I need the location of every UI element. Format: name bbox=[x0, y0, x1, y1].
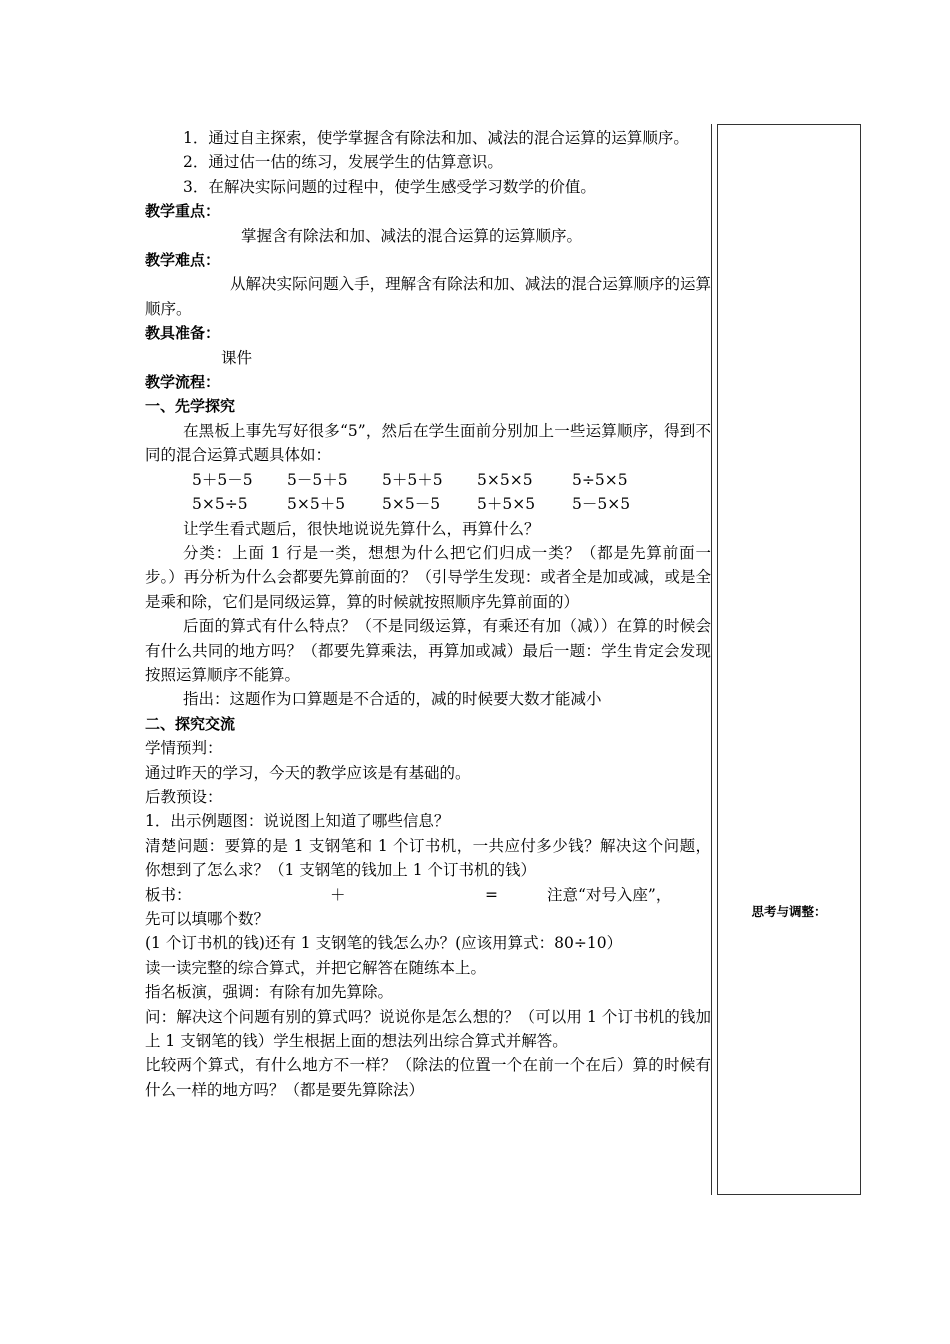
section1-heading: 一、先学探究 bbox=[145, 397, 236, 416]
column-divider bbox=[711, 124, 712, 1195]
expression-row-2 bbox=[145, 492, 711, 516]
key-point-text: 掌握含有除法和加、减法的混合运算的运算顺序。 bbox=[241, 226, 583, 245]
board-demo: 指名板演，强调：有除有加先算除。 bbox=[145, 983, 394, 1002]
board-plus: ＋ bbox=[330, 885, 346, 904]
board-equals: = bbox=[485, 885, 498, 904]
section1-classify: 分类：上面 1 行是一类，想想为什么把它们归成一类？（都是先算前面一步。）再分析为什么会都要先算前面的？（引导学生发现：或者全是加或减，或是全是乘和除，它们是同级运算，算的时候就按照顺序先算前面的） bbox=[145, 543, 711, 611]
section1-question: 让学生看式题后，很快地说说先算什么，再算什么？ bbox=[182, 519, 540, 538]
fill-question: 先可以填哪个数？ bbox=[145, 910, 270, 928]
preset-label: 后教预设： bbox=[145, 787, 223, 806]
stapler-note: (1 个订书机的钱)还有 1 支钢笔的钱怎么办？(应该用算式：80÷10） bbox=[145, 934, 623, 953]
board-writing bbox=[145, 883, 711, 907]
lesson-content bbox=[145, 126, 711, 1102]
expression: 5－5×5 bbox=[572, 495, 631, 514]
alternative-question: 问：解决这个问题有别的算式吗？说说你是怎么想的？（可以用 1 个订书机的钱加上 1 支钢笔的钱）学生根据上面的想法列出综合算式并解答。 bbox=[145, 1007, 711, 1051]
expression: 5＋5×5 bbox=[477, 495, 536, 514]
expression: 5×5×5 bbox=[477, 470, 533, 489]
prediction-label: 学情预判： bbox=[145, 739, 223, 758]
expression: 5－5＋5 bbox=[287, 470, 348, 489]
reflection-label: 思考与调整： bbox=[751, 904, 827, 919]
flow-heading: 教学流程： bbox=[145, 373, 221, 392]
compare-formulas: 比较两个算式，有什么地方不一样？（除法的位置一个在前一个在后）算的时候有什么一样的地方吗？（都是要先算除法） bbox=[145, 1056, 711, 1099]
goal-1: 1．通过自主探索，使学掌握含有除法和加、减法的混合运算的运算顺序。 bbox=[182, 129, 689, 147]
prediction-text: 通过昨天的学习，今天的教学应该是有基础的。 bbox=[145, 763, 471, 782]
clarify-question: 清楚问题：要算的是 1 支钢笔和 1 个订书机，一共应付多少钱？解决这个问题，你想到了怎么求？（1 支钢笔的钱加上 1 个订书机的钱） bbox=[145, 836, 711, 880]
section1-point-out: 指出：这题作为口算题是不合适的，减的时候要大数才能减小 bbox=[182, 690, 602, 709]
expression-row-1 bbox=[145, 468, 711, 492]
example-step-1: 1．出示例题图：说说图上知道了哪些信息？ bbox=[145, 812, 450, 831]
board-label: 板书： bbox=[145, 885, 192, 904]
section1-intro: 在黑板上事先写好很多“5”，然后在学生面前分别加上一些运算顺序，得到不同的混合运算式题具体如： bbox=[145, 421, 711, 465]
goal-3: 3．在解决实际问题的过程中，使学生感受学习数学的价值。 bbox=[182, 177, 596, 196]
difficult-point-text: 从解决实际问题入手，理解含有除法和加、减法的混合运算顺序的运算顺序。 bbox=[145, 275, 711, 318]
key-point-heading: 教学重点： bbox=[145, 202, 221, 221]
board-note: 注意“对号入座”， bbox=[547, 885, 672, 904]
reflection-column bbox=[717, 124, 861, 1195]
goal-2: 2．通过估一估的练习，发展学生的估算意识。 bbox=[182, 153, 503, 172]
read-formula: 读一读完整的综合算式，并把它解答在随练本上。 bbox=[145, 958, 487, 977]
section2-heading: 二、探究交流 bbox=[145, 714, 236, 733]
expression: 5＋5＋5 bbox=[382, 470, 443, 489]
expression: 5÷5×5 bbox=[572, 470, 628, 489]
expression: 5＋5－5 bbox=[192, 470, 253, 489]
materials-text: 课件 bbox=[221, 348, 253, 367]
expression: 5×5－5 bbox=[382, 495, 441, 514]
expression: 5×5＋5 bbox=[287, 495, 346, 514]
materials-heading: 教具准备： bbox=[145, 324, 221, 343]
section1-features: 后面的算式有什么特点？（不是同级运算，有乘还有加（减））在算的时候会有什么共同的地方吗？（都要先算乘法，再算加或减）最后一题：学生肯定会发现按照运算顺序不能算。 bbox=[145, 617, 711, 684]
difficult-point-heading: 教学难点： bbox=[145, 251, 221, 270]
expression: 5×5÷5 bbox=[192, 495, 248, 514]
